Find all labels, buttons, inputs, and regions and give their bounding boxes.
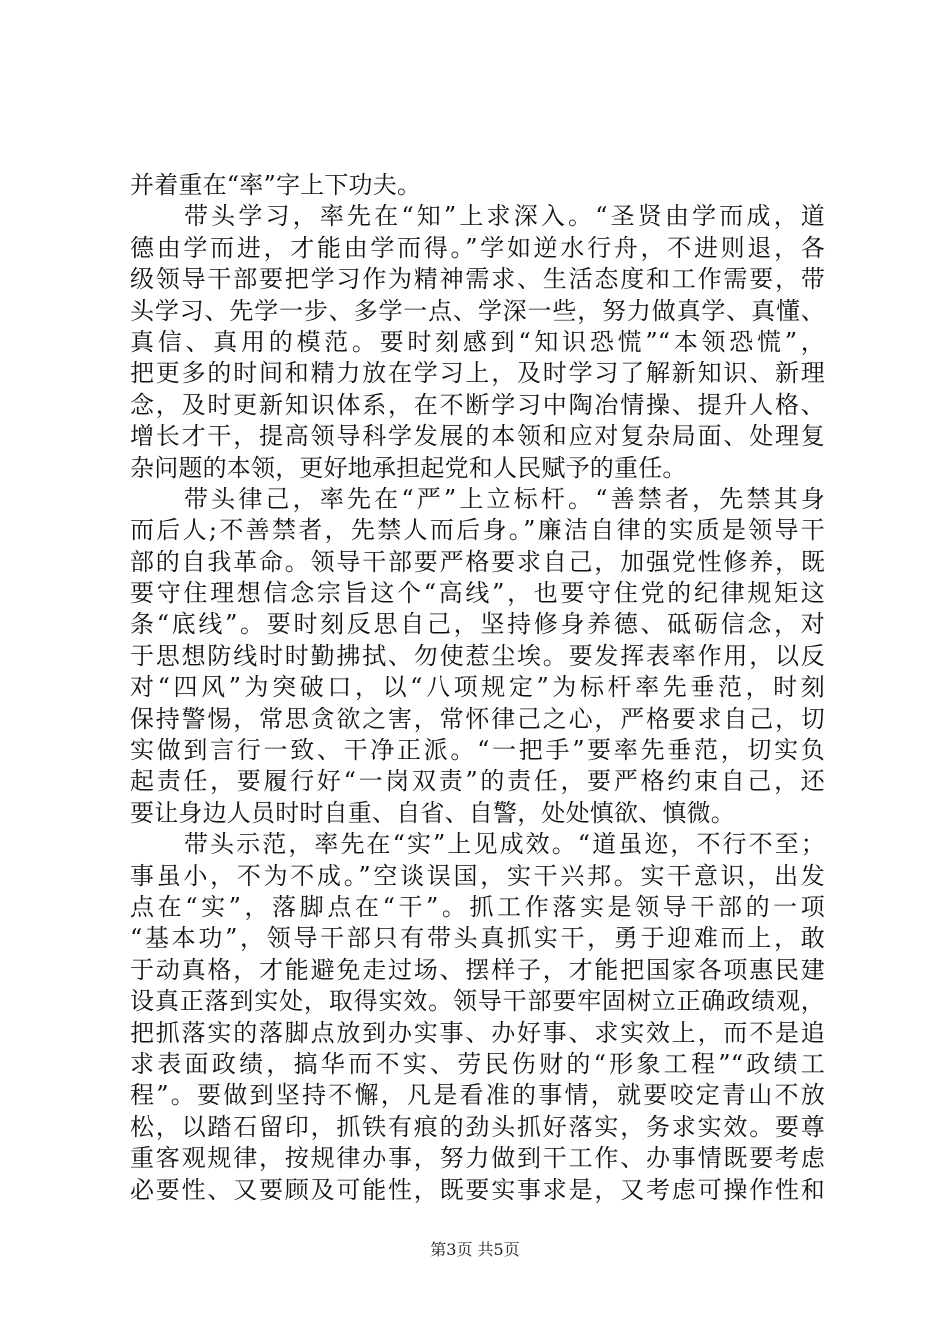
text-line: 部的自我革命。领导干部要严格要求自己，加强党性修养，既 xyxy=(130,547,825,576)
text-line: 并着重在“率”字上下功夫。 xyxy=(130,171,422,199)
text-line: 增长才干，提高领导科学发展的本领和应对复杂局面、处理复 xyxy=(130,422,825,451)
text-line: 点在“实”，落脚点在“干”。抓工作落实是领导干部的一项 xyxy=(130,892,825,921)
text-line: 保持警惕，常思贪欲之害，常怀律己之心，严格要求自己，切 xyxy=(130,704,825,733)
paragraph-start-line: 带头示范，率先在“实”上见成效。“道虽迩，不行不至； xyxy=(184,830,825,859)
page-footer xyxy=(0,1240,950,1260)
text-line: 事虽小，不为不成。”空谈误国，实干兴邦。实干意识，出发 xyxy=(130,861,825,890)
text-line: 起责任，要履行好“一岗双责”的责任，要严格约束自己，还 xyxy=(130,767,825,796)
text-line: 而后人;不善禁者，先禁人而后身。”廉洁自律的实质是领导干 xyxy=(130,516,825,545)
text-line: 要让身边人员时时自重、自省、自警，处处慎欲、慎微。 xyxy=(130,798,735,827)
text-line: 把抓落实的落脚点放到办实事、办好事、求实效上，而不是追 xyxy=(130,1018,825,1047)
text-line: 杂问题的本领，更好地承担起党和人民赋予的重任。 xyxy=(130,453,687,482)
text-line: 设真正落到实处，取得实效。领导干部要牢固树立正确政绩观， xyxy=(130,987,825,1016)
paragraph-start-line: 带头律己，率先在“严”上立标杆。“善禁者，先禁其身 xyxy=(184,484,825,513)
text-line: 头学习、先学一步、多学一点、学深一些，努力做真学、真懂、 xyxy=(130,296,825,325)
text-line: 求表面政绩，搞华而不实、劳民伤财的“形象工程”“政绩工 xyxy=(130,1049,825,1078)
text-line: 必要性、又要顾及可能性，既要实事求是，又考虑可操作性和 xyxy=(130,1175,825,1204)
text-line: “基本功”，领导干部只有带头真抓实干，勇于迎难而上，敢 xyxy=(130,924,825,953)
text-line: 级领导干部要把学习作为精神需求、生活态度和工作需要，带 xyxy=(130,265,825,294)
text-line: 念，及时更新知识体系，在不断学习中陶冶情操、提升人格、 xyxy=(130,390,825,419)
text-line: 重客观规律，按规律办事，努力做到干工作、办事情既要考虑 xyxy=(130,1144,825,1173)
text-line: 条“底线”。要时刻反思自己，坚持修身养德、砥砺信念，对 xyxy=(130,610,825,639)
text-line: 实做到言行一致、干净正派。“一把手”要率先垂范，切实负 xyxy=(130,736,825,765)
text-line: 把更多的时间和精力放在学习上，及时学习了解新知识、新理 xyxy=(130,359,825,388)
text-line: 真信、真用的模范。要时刻感到“知识恐慌”“本领恐慌”， xyxy=(130,327,825,356)
text-line: 于动真格，才能避免走过场、摆样子，才能把国家各项惠民建 xyxy=(130,955,825,984)
text-line: 德由学而进，才能由学而得。”学如逆水行舟，不进则退，各 xyxy=(130,233,825,262)
text-line: 要守住理想信念宗旨这个“高线”，也要守住党的纪律规矩这 xyxy=(130,579,825,608)
text-line: 松，以踏石留印，抓铁有痕的劲头抓好落实，务求实效。要尊 xyxy=(130,1112,825,1141)
text-line: 于思想防线时时勤拂拭、勿使惹尘埃。要发挥表率作用，以反 xyxy=(130,641,825,670)
paragraph-start-line: 带头学习，率先在“知”上求深入。“圣贤由学而成，道 xyxy=(184,202,825,231)
page-number: 第3页 共5页 xyxy=(430,1240,520,1259)
text-line: 对“四风”为突破口，以“八项规定”为标杆率先垂范，时刻 xyxy=(130,673,825,702)
body-text xyxy=(130,170,825,1206)
text-line: 程”。要做到坚持不懈，凡是看准的事情，就要咬定青山不放 xyxy=(130,1081,825,1110)
